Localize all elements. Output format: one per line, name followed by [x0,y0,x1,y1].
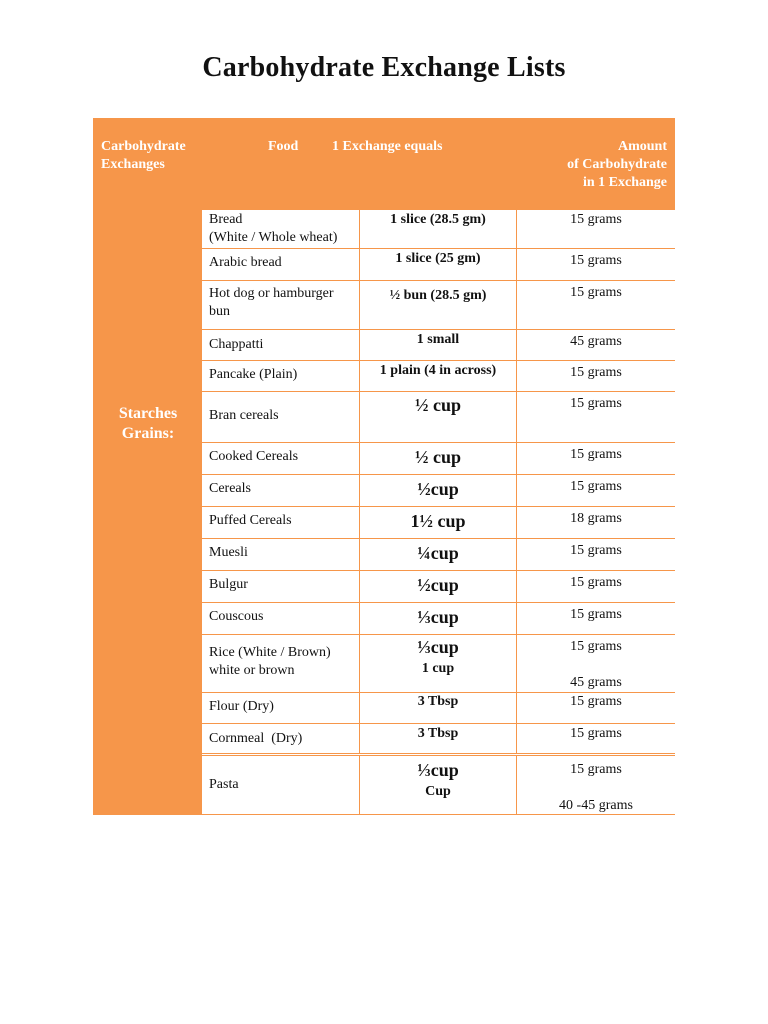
table-row [202,507,675,539]
exchange-value: ⅓cup [417,760,459,780]
table-row [202,475,675,507]
header-exchanges: Carbohydrate Exchanges [101,139,186,172]
amount-value-alt: 40 -45 grams [559,798,633,813]
exchange-cell: ⅓cup [360,603,517,634]
table-row [202,539,675,571]
food-cell: Hot dog or hamburger bun [202,281,360,329]
exchange-cell [360,756,517,814]
exchange-cell: ¼cup [360,539,517,570]
amount-value: 15 grams [570,639,622,654]
food-cell: Bulgur [202,571,360,602]
amount-cell: 18 grams [570,511,622,526]
exchange-value-alt: 1 cup [421,661,455,676]
header-amount: Amount of Carbohydrate in 1 Exchange [567,139,667,190]
amount-value-alt: 45 grams [570,675,622,690]
amount-cell: 15 grams [570,447,622,462]
page-title: Carbohydrate Exchange Lists [202,52,566,83]
header-food: Food [268,139,299,154]
table-row [202,571,675,603]
food-cell: Couscous [202,603,360,634]
amount-cell: 15 grams [570,694,622,709]
amount-cell [517,635,675,692]
table-row [202,635,675,693]
amount-cell: 15 grams [570,543,622,558]
section-label: Starches Grains: [118,405,178,442]
amount-cell: 15 grams [570,607,622,622]
table-row [202,249,675,281]
table-row [202,724,675,756]
exchange-cell: 3 Tbsp [360,693,517,723]
exchange-cell [360,635,517,692]
food-cell: Rice (White / Brown) white or brown [202,635,360,692]
exchange-cell: 1½ cup [360,507,517,538]
amount-value: 15 grams [570,762,622,777]
food-cell: Bran cereals [202,392,360,442]
amount-cell: 15 grams [570,396,622,411]
amount-cell: 15 grams [570,285,622,300]
exchange-cell: ½ cup [360,392,517,442]
exchange-cell: 1 plain (4 in across) [360,361,517,391]
exchange-value: ⅓cup [417,637,459,657]
amount-cell: 15 grams [570,365,622,380]
table-row [202,756,675,815]
amount-cell: 15 grams [570,726,622,741]
header-exchange-equals: 1 Exchange equals [332,139,443,154]
exchange-cell: ½ bun (28.5 gm) [360,281,517,329]
amount-cell [517,756,675,814]
food-cell: Arabic bread [202,249,360,280]
food-cell: Pasta [202,756,360,814]
amount-cell: 15 grams [570,575,622,590]
exchange-cell: 1 small [360,330,517,360]
exchange-cell: ½cup [360,475,517,506]
table-row [202,330,675,361]
table-body [202,210,675,815]
food-cell: Chappatti [202,330,360,360]
table-row [202,281,675,330]
exchange-cell: 1 slice (28.5 gm) [360,210,517,248]
exchange-cell: 3 Tbsp [360,724,517,753]
amount-cell: 45 grams [570,334,622,349]
table-row [202,603,675,635]
food-cell: Cornmeal (Dry) [202,724,360,753]
food-cell: Flour (Dry) [202,693,360,723]
table-row [202,210,675,249]
food-cell: Bread (White / Whole wheat) [202,210,360,248]
food-cell: Puffed Cereals [202,507,360,538]
exchange-cell: ½cup [360,571,517,602]
exchange-table [93,118,675,815]
amount-cell: 15 grams [570,253,622,268]
exchange-cell: ½ cup [360,443,517,474]
exchange-cell: 1 slice (25 gm) [360,249,517,280]
amount-cell: 15 grams [570,479,622,494]
exchange-value-alt: Cup [425,784,451,799]
table-row [202,443,675,475]
food-cell: Cooked Cereals [202,443,360,474]
table-row [202,693,675,724]
table-row [202,392,675,443]
food-cell: Pancake (Plain) [202,361,360,391]
food-cell: Muesli [202,539,360,570]
food-cell: Cereals [202,475,360,506]
amount-cell: 15 grams [570,212,622,227]
table-row [202,361,675,392]
